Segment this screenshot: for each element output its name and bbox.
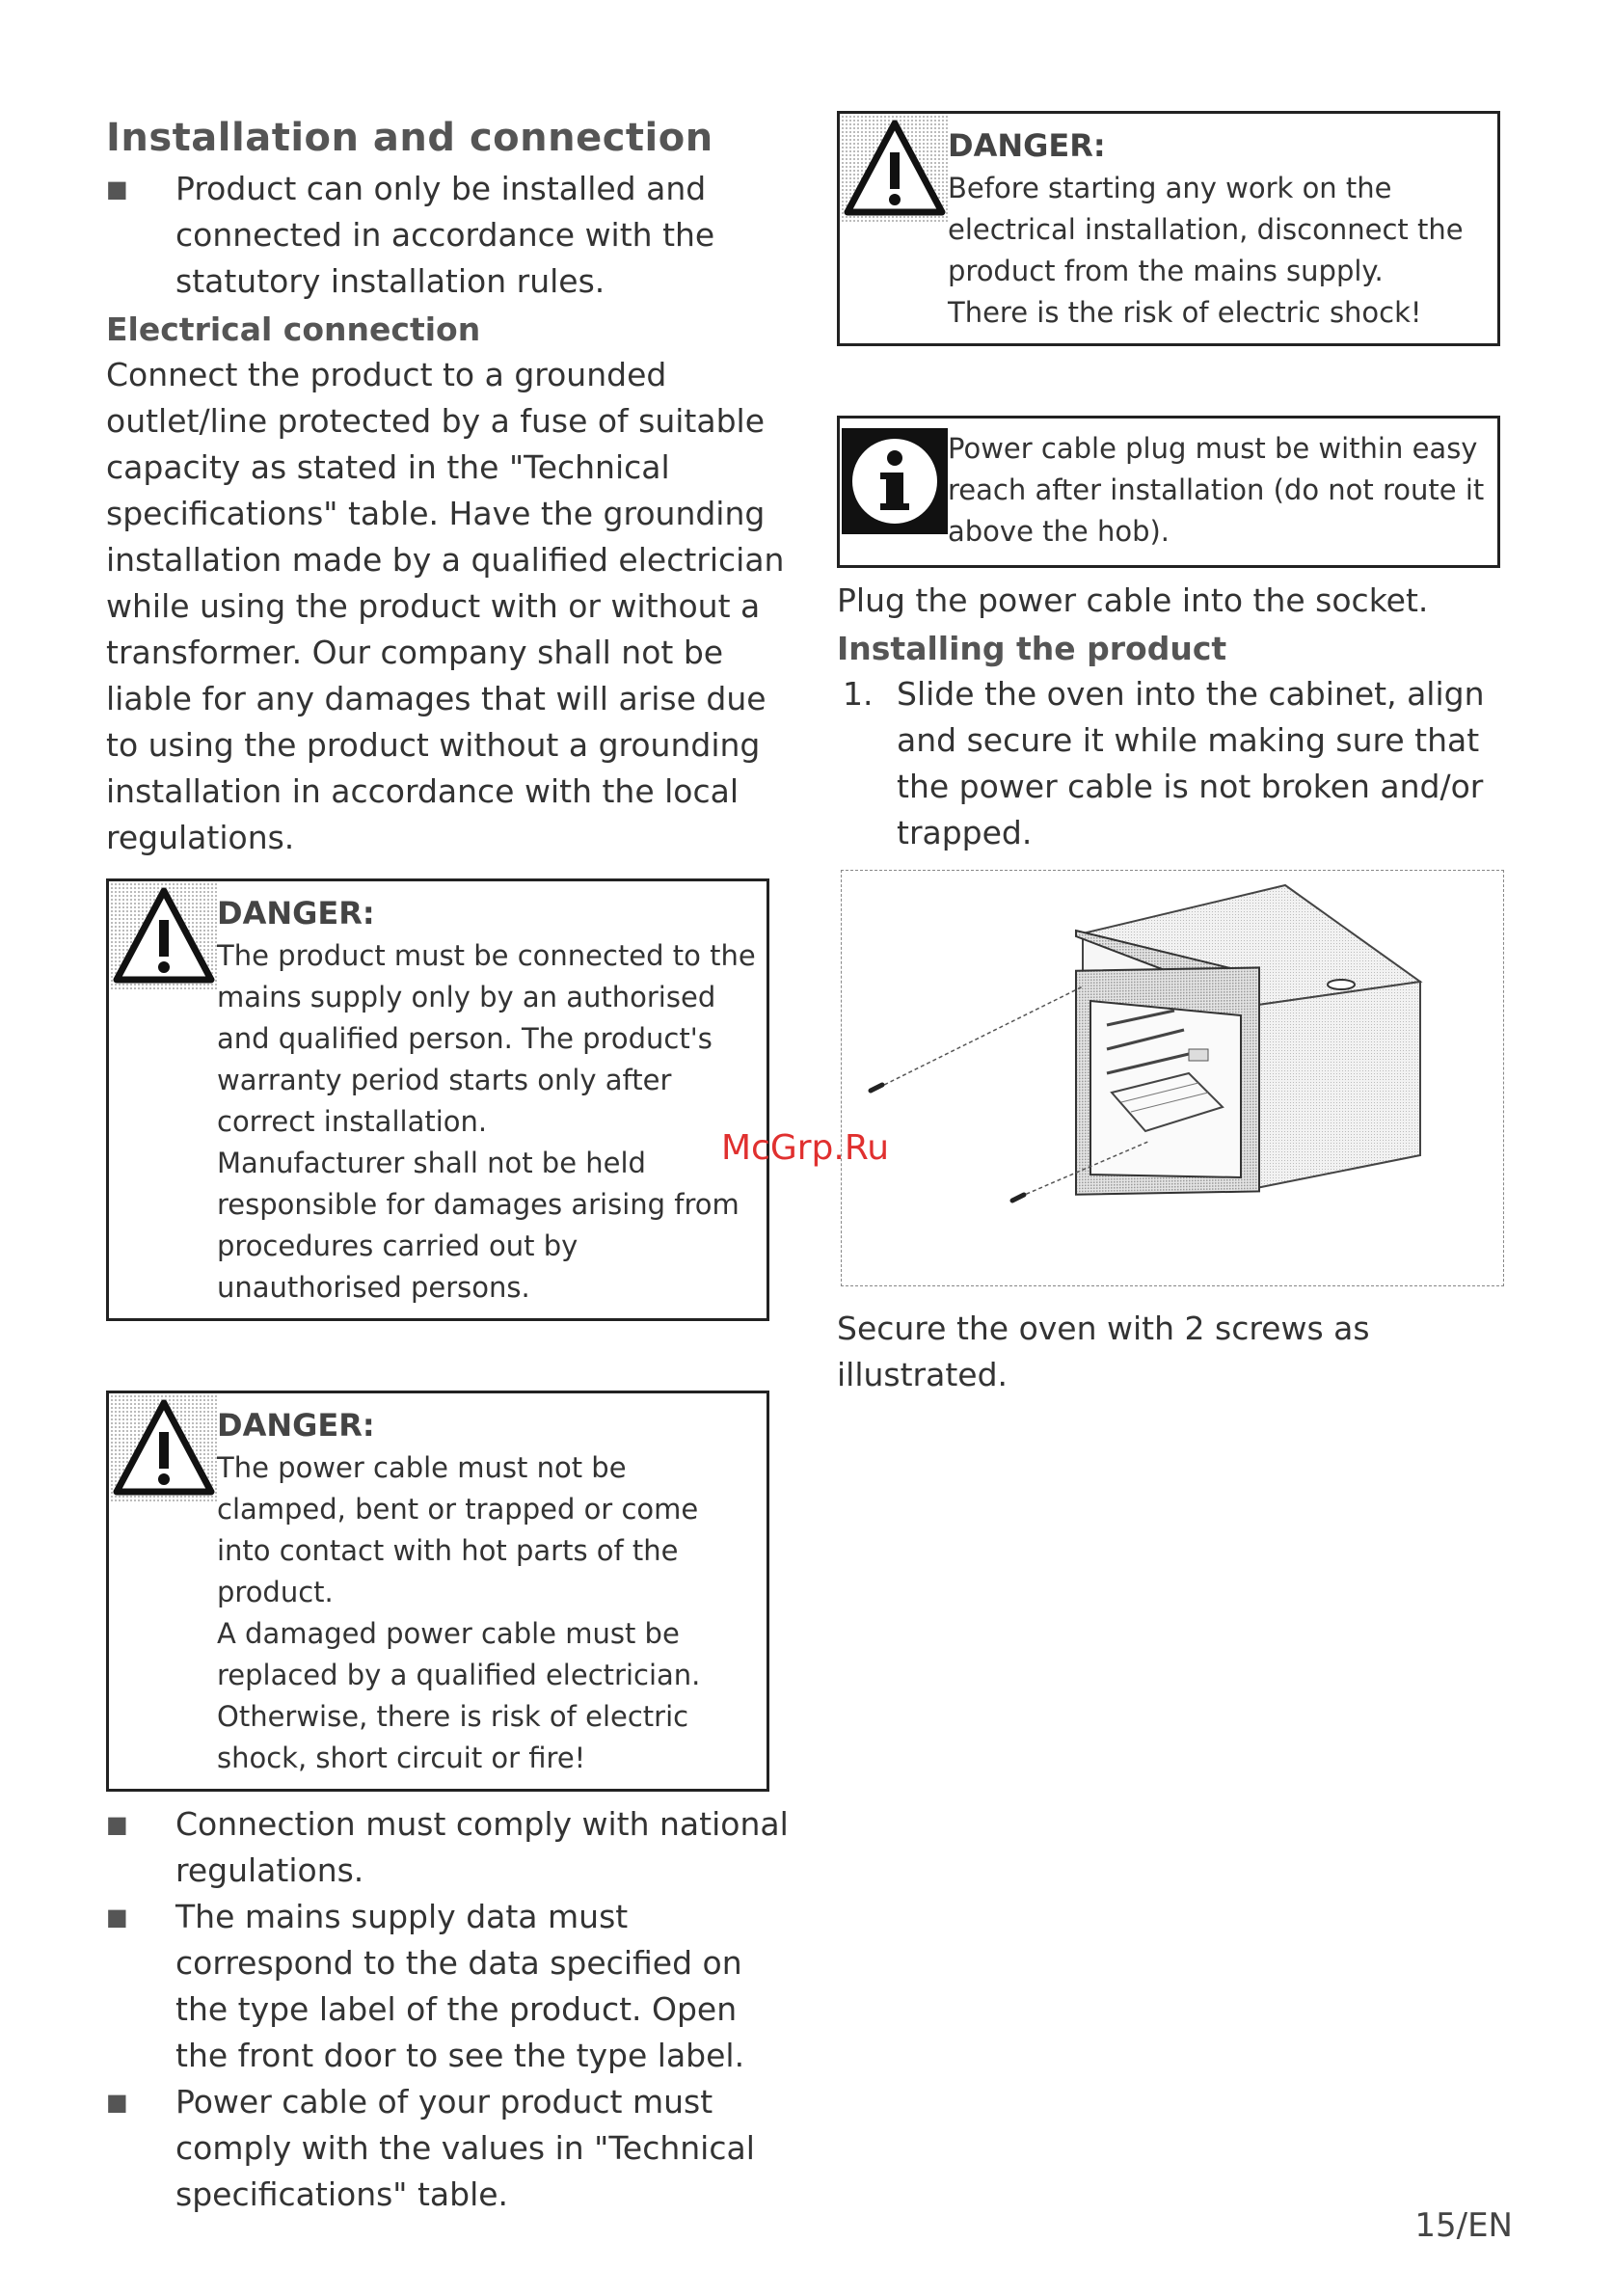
left-column <box>106 116 795 2218</box>
step-1-text: Slide the oven into the cabinet, align and secure it while making sure that the power cable is not broken and/or trapped. <box>897 675 1485 851</box>
figure-caption: Secure the oven with 2 screws as illustrated. <box>837 1310 1370 1393</box>
danger-3-text-1: Before starting any work on the electrical installation, disconnect the product from the mains supply. <box>948 172 1464 287</box>
list-item <box>106 1894 795 2079</box>
step-1-number: 1. <box>843 675 874 713</box>
plug-text: Plug the power cable into the socket. <box>837 581 1429 619</box>
danger-box-1 <box>106 878 769 1321</box>
page-number: 15/EN <box>1414 2206 1513 2245</box>
intro-bullet <box>106 166 795 305</box>
info-text: Power cable plug must be within easy reach after installation (do not route it above the hob). <box>948 432 1485 548</box>
danger-2-text-2: A damaged power cable must be replaced by a qualified electrician. Otherwise, there is risk of electric shock, short circuit or fire! <box>217 1617 701 1774</box>
danger-1-text-1: The product must be connected to the mains supply only by an authorised and qualified person. The product's warranty period starts only after correct installation. <box>217 939 756 1138</box>
info-box <box>837 416 1500 568</box>
oven-installation-illustration <box>841 870 1504 1286</box>
watermark: McGrp.Ru <box>721 1128 890 1168</box>
section-title: Installation and connection <box>106 116 713 160</box>
info-icon <box>842 428 948 534</box>
warning-triangle-icon <box>842 116 948 222</box>
step-1 <box>837 671 1517 856</box>
danger-3-text-2: There is the risk of electric shock! <box>948 296 1422 329</box>
bullet-icon: ■ <box>106 2089 128 2116</box>
danger-1-title: DANGER: <box>217 895 375 932</box>
list-item-text: The mains supply data must correspond to the data specified on the type label of the product. Open the front door to see the type label. <box>175 1898 745 2074</box>
right-column <box>837 111 1517 1398</box>
installing-heading: Installing the product <box>837 630 1227 667</box>
danger-box-2 <box>106 1391 769 1792</box>
danger-2-title: DANGER: <box>217 1407 375 1444</box>
danger-box-3 <box>837 111 1500 346</box>
oven-drawing <box>842 871 1503 1285</box>
bullet-icon: ■ <box>106 176 128 203</box>
danger-1-text-2: Manufacturer shall not be held responsible for damages arising from procedures carried out by unauthorised persons. <box>217 1147 740 1304</box>
list-item <box>106 1801 795 1894</box>
warning-triangle-icon <box>111 1395 217 1501</box>
intro-bullet-text: Product can only be installed and connected in accordance with the statutory installation rules. <box>175 170 715 300</box>
bullet-list <box>106 1801 795 2218</box>
list-item-text: Power cable of your product must comply with the values in "Technical specifications" table. <box>175 2083 755 2213</box>
list-item <box>106 2079 795 2218</box>
warning-triangle-icon <box>111 883 217 989</box>
electrical-heading: Electrical connection <box>106 311 481 348</box>
danger-2-text-1: The power cable must not be clamped, bent or trapped or come into contact with hot parts of the product. <box>217 1451 699 1608</box>
list-item-text: Connection must comply with national regulations. <box>175 1805 789 1889</box>
bullet-icon: ■ <box>106 1811 128 1838</box>
danger-3-title: DANGER: <box>948 127 1106 164</box>
bullet-icon: ■ <box>106 1904 128 1931</box>
electrical-text: Connect the product to a grounded outlet/line protected by a fuse of suitable capacity as stated in the "Technical specifications" table. Have the grounding installation made by a qualified electrician while using the product with or without a transformer. Our company shall not be liable for any damages that will arise due to using the product without a grounding installation in accordance with the local regulations. <box>106 356 785 856</box>
